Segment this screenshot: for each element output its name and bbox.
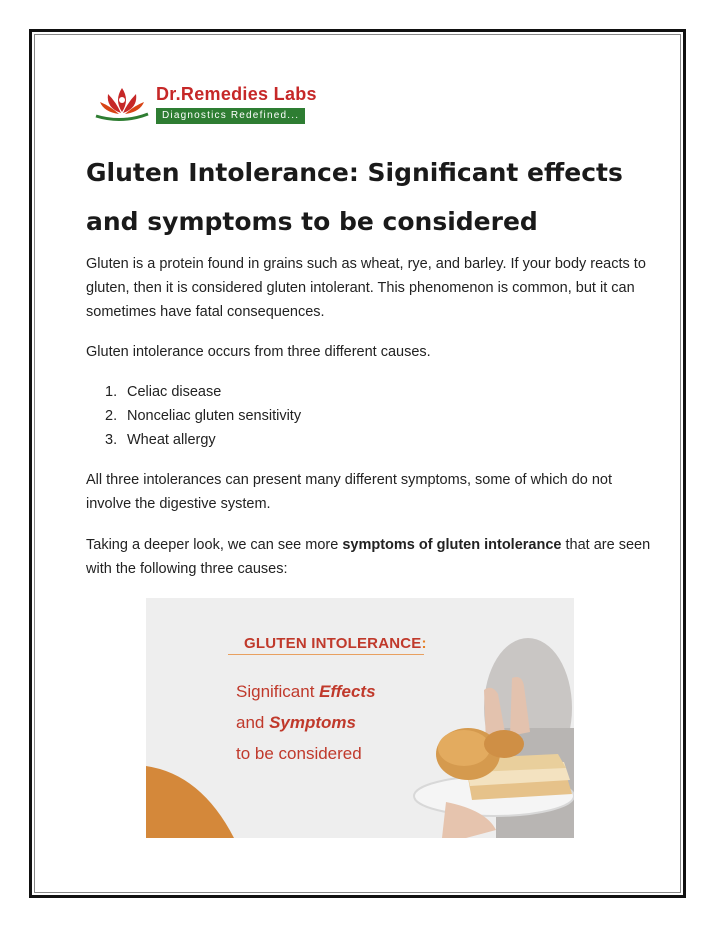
list-number: 1. (105, 384, 118, 400)
bread-plate-illustration (146, 598, 574, 838)
deeper-look-text: Taking a deeper look, we can see more (86, 537, 343, 553)
banner-line-2-emphasis: Symptoms (269, 713, 357, 732)
banner-line-2 (236, 713, 356, 733)
intro-paragraph: Gluten is a protein found in grains such as wheat, rye, and barley. If your body reacts to gluten, then it is considered gluten intolerant. This phenomenon is common, but it can sometimes have fatal consequences. (86, 256, 646, 320)
causes-intro-paragraph: Gluten intolerance occurs from three different causes. (86, 344, 431, 360)
banner-line-1-emphasis: Effects (319, 682, 376, 701)
lotus-logo-icon (88, 80, 156, 124)
list-number: 2. (105, 408, 118, 424)
banner-heading-text: GLUTEN INTOLERANCE (244, 635, 422, 652)
list-item (105, 404, 302, 428)
article-banner-image (146, 598, 574, 838)
list-number: 3. (105, 432, 118, 448)
banner-line-2-text: and (236, 713, 270, 732)
banner-heading-colon: : (421, 635, 427, 652)
symptoms-link-text: symptoms of gluten intolerance (342, 537, 562, 553)
list-item (105, 428, 301, 452)
banner-heading (244, 635, 427, 652)
article-title: Gluten Intolerance: Significant effects and symptoms to be considered (86, 158, 623, 236)
deeper-look-text-end: that are seen with the following three causes: (86, 537, 651, 577)
logo-tagline: Diagnostics Redefined... (156, 108, 305, 124)
banner-line-3: to be considered (236, 744, 362, 763)
deeper-look-paragraph (86, 533, 656, 581)
list-item (105, 380, 301, 404)
symptoms-note-paragraph: All three intolerances can present many different symptoms, some of which do not involve the digestive system. (86, 472, 613, 512)
list-item-label: Celiac disease (127, 384, 222, 400)
banner-line-1 (236, 682, 376, 702)
causes-list (105, 380, 302, 452)
logo-name: Dr.Remedies Labs (156, 84, 317, 104)
list-item-label: Nonceliac gluten sensitivity (127, 408, 302, 424)
brand-logo (88, 80, 328, 128)
list-item-label: Wheat allergy (127, 432, 216, 448)
banner-divider (228, 654, 424, 655)
banner-line-1-text: Significant (236, 682, 320, 701)
